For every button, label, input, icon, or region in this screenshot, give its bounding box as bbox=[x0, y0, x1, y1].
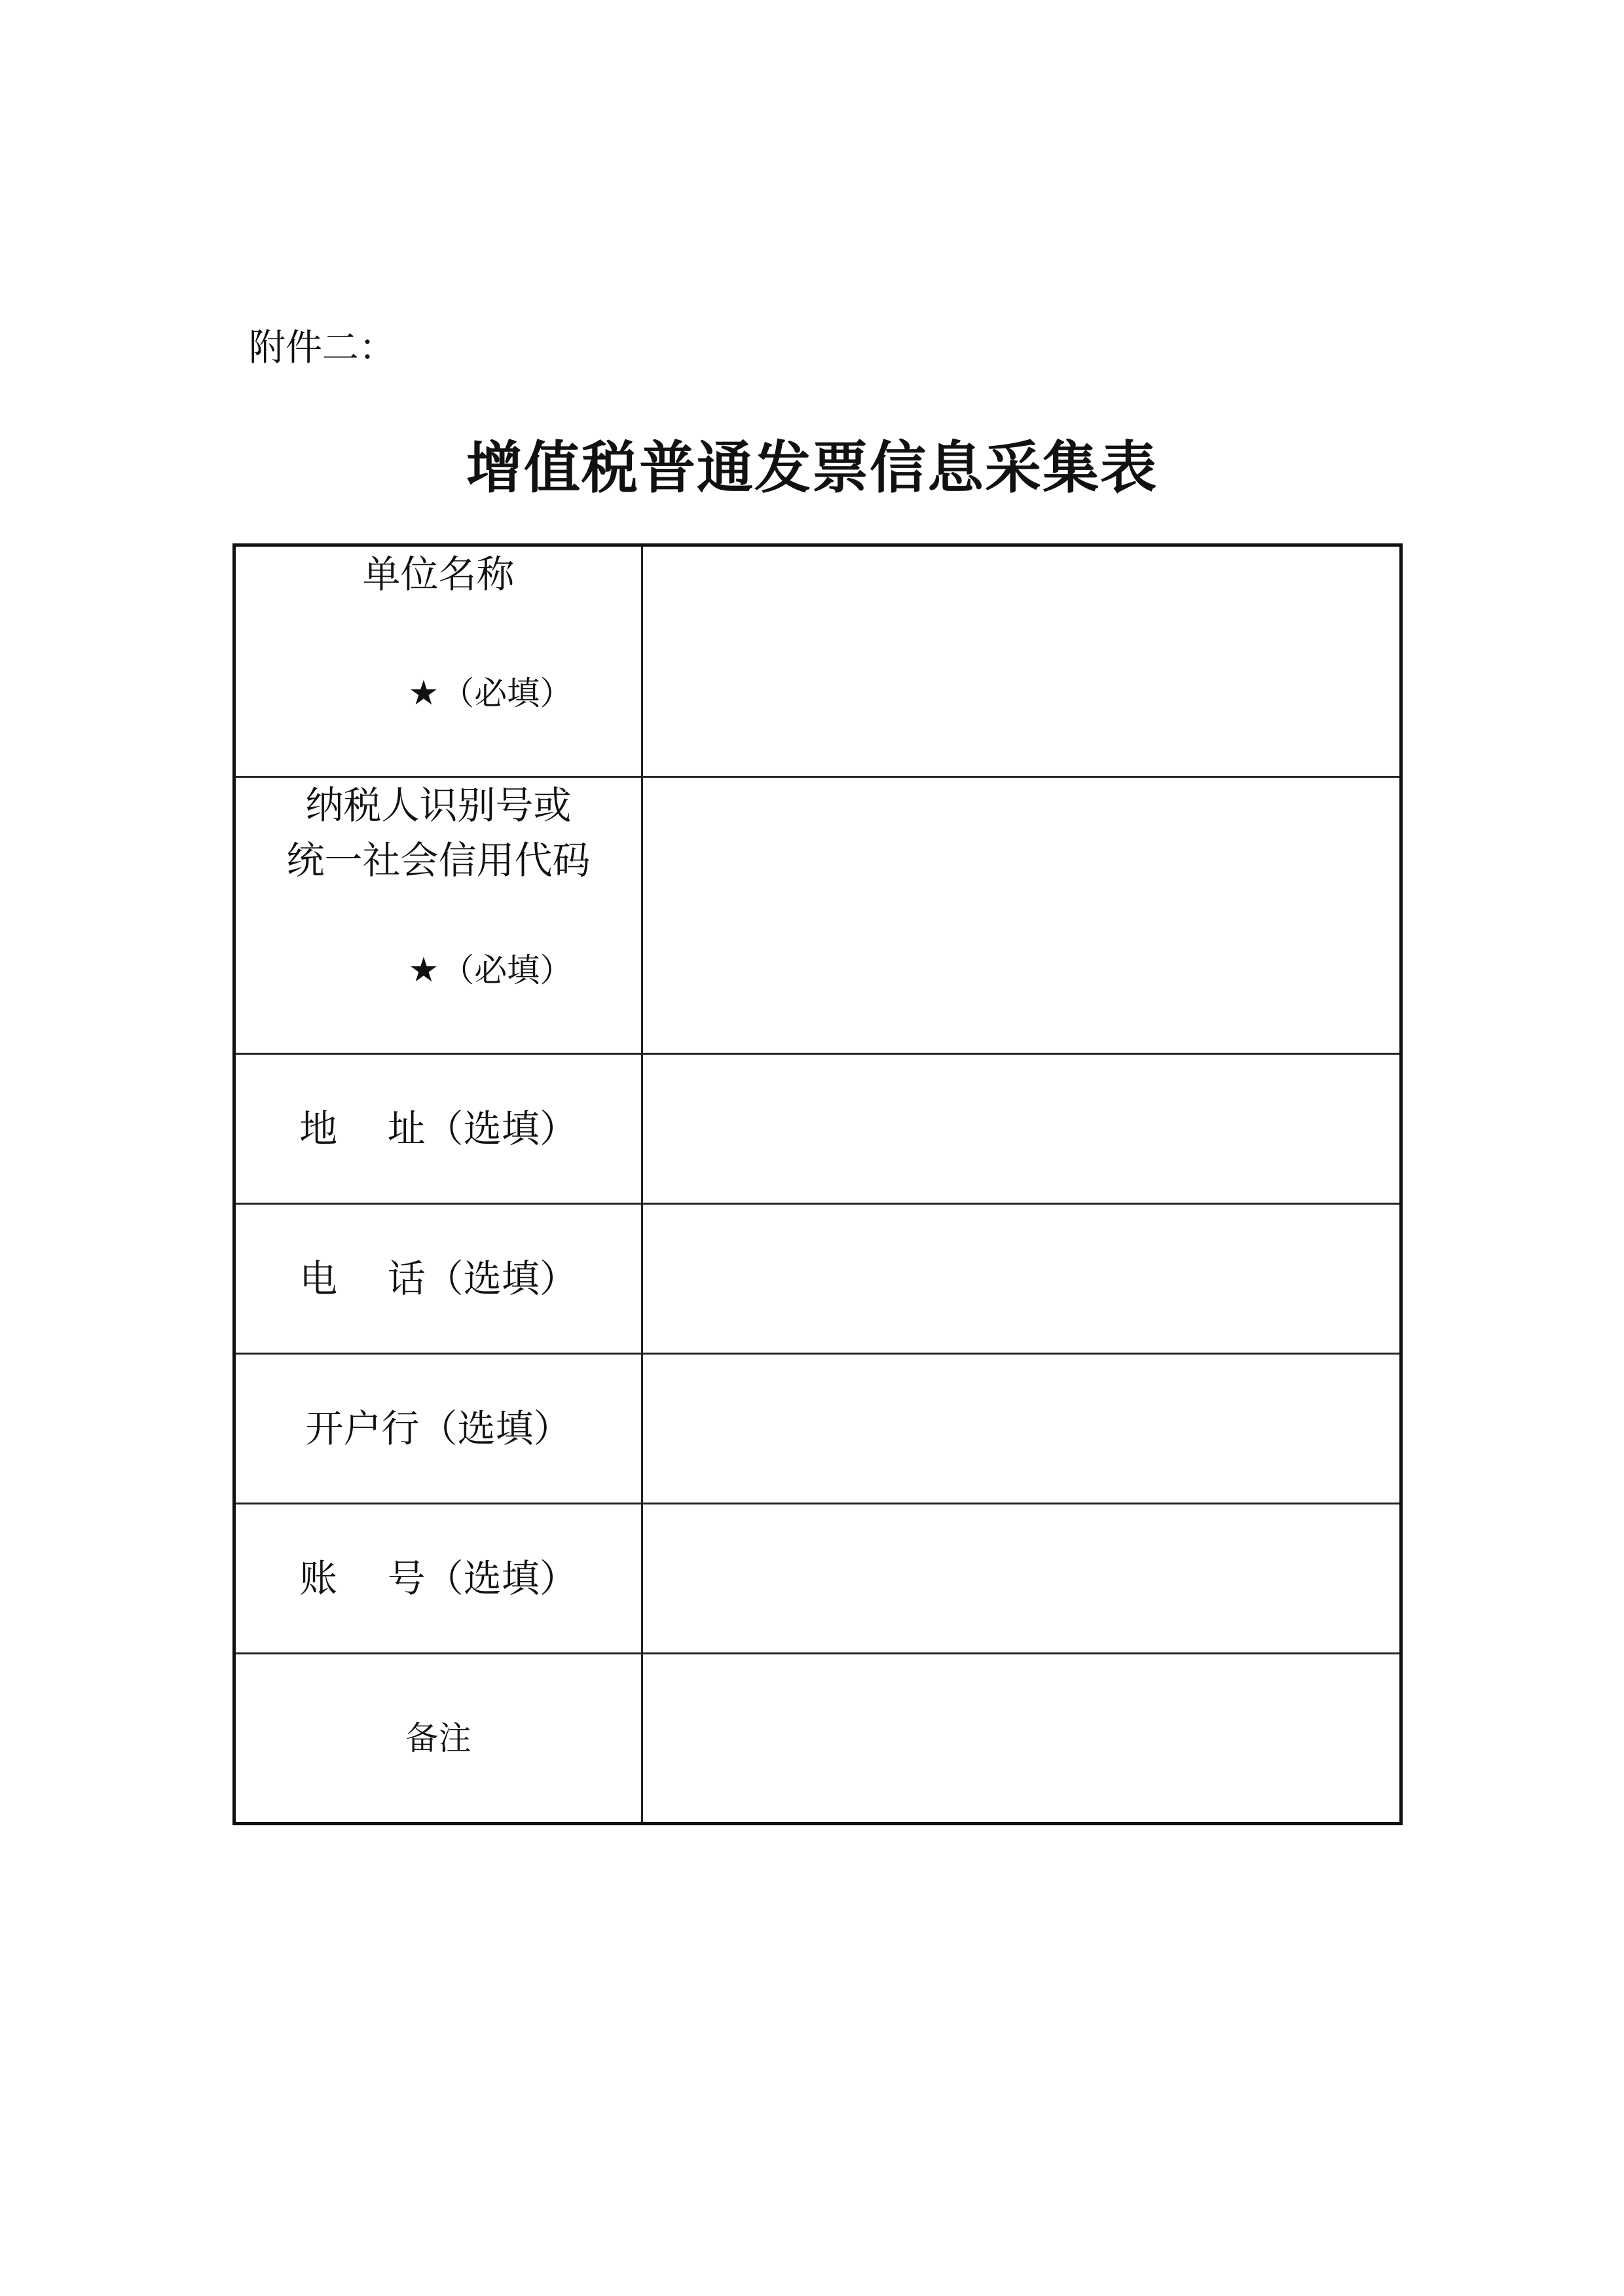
required-note bbox=[236, 888, 641, 1053]
table-row bbox=[234, 1054, 1401, 1204]
table-row bbox=[234, 1504, 1401, 1654]
row-label: 地 址（选填） bbox=[299, 1106, 578, 1151]
phone-field[interactable] bbox=[642, 1204, 1401, 1354]
info-collection-table bbox=[232, 543, 1403, 1825]
star-icon: ★ bbox=[408, 674, 439, 713]
table-row bbox=[234, 545, 1401, 777]
label-cell-address bbox=[234, 1054, 642, 1204]
table-row bbox=[234, 1204, 1401, 1354]
row-label: 开户行（选填） bbox=[305, 1406, 572, 1451]
remarks-field[interactable] bbox=[642, 1654, 1401, 1824]
label-cell-bank bbox=[234, 1354, 642, 1504]
row-label: 电 话（选填） bbox=[299, 1256, 578, 1301]
star-icon: ★ bbox=[408, 951, 439, 990]
row-label: 统一社会信用代码 bbox=[286, 838, 591, 883]
table-row bbox=[234, 777, 1401, 1054]
required-note bbox=[236, 611, 641, 776]
table-row bbox=[234, 1654, 1401, 1824]
row-label: 账 号（选填） bbox=[299, 1556, 578, 1601]
company-name-field[interactable] bbox=[642, 545, 1401, 777]
row-label: 纳税人识别号或 bbox=[305, 783, 572, 828]
address-field[interactable] bbox=[642, 1054, 1401, 1204]
required-text: （必填） bbox=[441, 951, 573, 989]
required-text: （必填） bbox=[441, 674, 573, 712]
label-cell-account bbox=[234, 1504, 642, 1654]
table-row bbox=[234, 1354, 1401, 1504]
account-field[interactable] bbox=[642, 1504, 1401, 1654]
row-label: 备注 bbox=[405, 1719, 471, 1757]
bank-field[interactable] bbox=[642, 1354, 1401, 1504]
page-title: 增值税普通发票信息采集表 bbox=[466, 435, 1158, 501]
label-cell-remarks bbox=[234, 1654, 642, 1824]
attachment-label: 附件二： bbox=[249, 327, 396, 369]
label-cell-taxpayer-id bbox=[234, 777, 642, 1054]
label-cell-phone bbox=[234, 1204, 642, 1354]
taxpayer-id-field[interactable] bbox=[642, 777, 1401, 1054]
label-cell-company-name bbox=[234, 545, 642, 777]
row-label: 单位名称 bbox=[362, 552, 515, 596]
